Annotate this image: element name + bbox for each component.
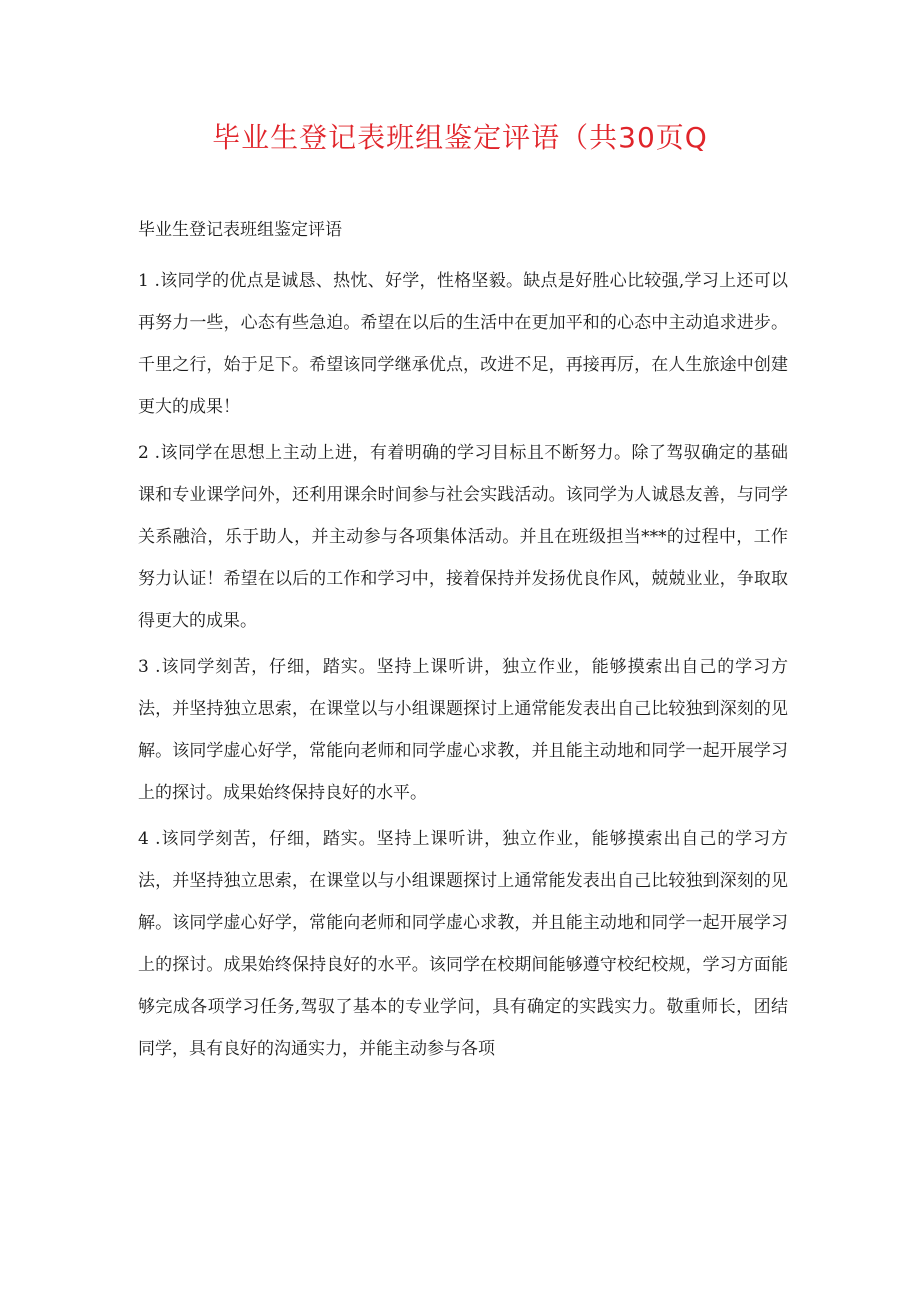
paragraph-text: 该同学刻苦，仔细，踏实。坚持上课听讲，独立作业，能够摸索出自己的学习方法，并坚持独立思索，在课堂以与小组课题探讨上通常能发表出自己比较独到深刻的见解。该同学虚心好学，常能向老师和同学虚心求教，并且能主动地和同学一起开展学习上的探讨。成果始终保持良好的水平。该同学在校期间能够遵守校纪校规，学习方面能够完成各项学习任务,驾驭了基本的专业学问，具有确定的实践实力。敬重师长，团结同学，具有良好的沟通实力，并能主动参与各项 xyxy=(138,829,789,1059)
paragraph-1 xyxy=(138,260,788,428)
paragraph-4 xyxy=(138,818,788,1070)
document-subtitle: 毕业生登记表班组鉴定评语 xyxy=(138,220,342,240)
paragraph-2 xyxy=(138,432,788,642)
document-title: 毕业生登记表班组鉴定评语（共30页Q xyxy=(212,121,708,154)
paragraph-text: 该同学的优点是诚恳、热忱、好学，性格坚毅。缺点是好胜心比较强,学习上还可以再努力一些，心态有些急迫。希望在以后的生活中在更加平和的心态中主动追求进步。千里之行，始于足下。希望该同学继承优点，改进不足，再接再厉，在人生旅途中创建更大的成果！ xyxy=(138,271,789,417)
paragraph-3 xyxy=(138,646,788,814)
paragraph-number: 2 . xyxy=(138,443,161,463)
paragraph-text: 该同学刻苦，仔细，踏实。坚持上课听讲，独立作业，能够摸索出自己的学习方法，并坚持独立思索，在课堂以与小组课题探讨上通常能发表出自己比较独到深刻的见解。该同学虚心好学，常能向老师和同学虚心求教，并且能主动地和同学一起开展学习上的探讨。成果始终保持良好的水平。 xyxy=(138,657,789,803)
paragraph-text: 该同学在思想上主动上进，有着明确的学习目标且不断努力。除了驾驭确定的基础课和专业课学问外，还利用课余时间参与社会实践活动。该同学为人诚恳友善，与同学关系融洽，乐于助人，并主动参与各项集体活动。并且在班级担当***的过程中，工作努力认证！希望在以后的工作和学习中，接着保持并发扬优良作风，兢兢业业，争取取得更大的成果。 xyxy=(138,443,789,631)
paragraph-number: 4 . xyxy=(138,829,161,849)
paragraph-number: 3 . xyxy=(138,657,161,677)
paragraph-number: 1 . xyxy=(138,271,160,291)
document-body xyxy=(138,212,788,1074)
